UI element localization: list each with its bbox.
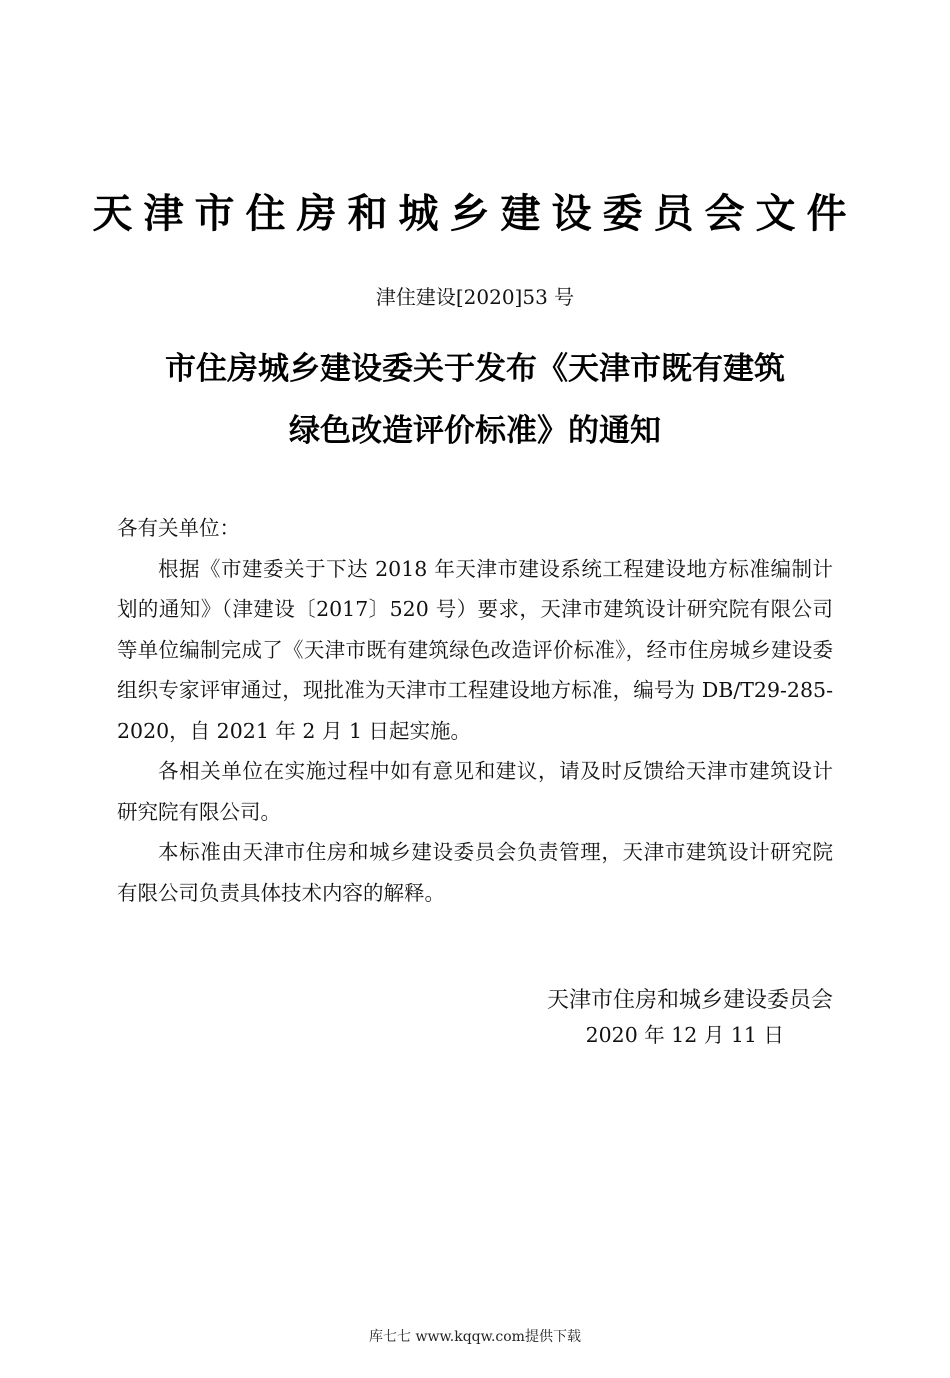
issue-date: 2020 年 12 月 11 日 xyxy=(585,1023,784,1047)
body-paragraph-2: 各相关单位在实施过程中如有意见和建议，请及时反馈给天津市建筑设计研究院有限公司。 xyxy=(117,759,833,824)
notice-title xyxy=(0,338,950,462)
salutation: 各有关单位： xyxy=(117,516,240,540)
notice-title-line-1: 市住房城乡建设委关于发布《天津市既有建筑 xyxy=(165,351,785,387)
document-number: 津住建设[2020]53 号 xyxy=(375,285,575,309)
download-source-note: 库七七 www.kqqw.com提供下载 xyxy=(369,1329,581,1345)
notice-body xyxy=(117,508,833,913)
document-header-title: 天津市住房和城乡建设委员会文件 xyxy=(92,191,858,237)
body-paragraph-1: 根据《市建委关于下达 2018 年天津市建设系统工程建设地方标准编制计划的通知》（津建设〔2017〕520 号）要求，天津市建筑设计研究院有限公司等单位编制完成了《天津市既有建筑绿色改造评价标准》，经市住房城乡建设委组织专家评审通过，现批准为天津市工程建设地方标准，编号为 DB/T29-285-2020，自 2021 年 2 月 1 日起实施。 xyxy=(117,556,833,743)
notice-title-line-2: 绿色改造评价标准》的通知 xyxy=(289,413,661,449)
issuer-signature: 天津市住房和城乡建设委员会 xyxy=(546,988,833,1013)
body-paragraph-3: 本标准由天津市住房和城乡建设委员会负责管理，天津市建筑设计研究院有限公司负责具体技术内容的解释。 xyxy=(117,840,833,905)
